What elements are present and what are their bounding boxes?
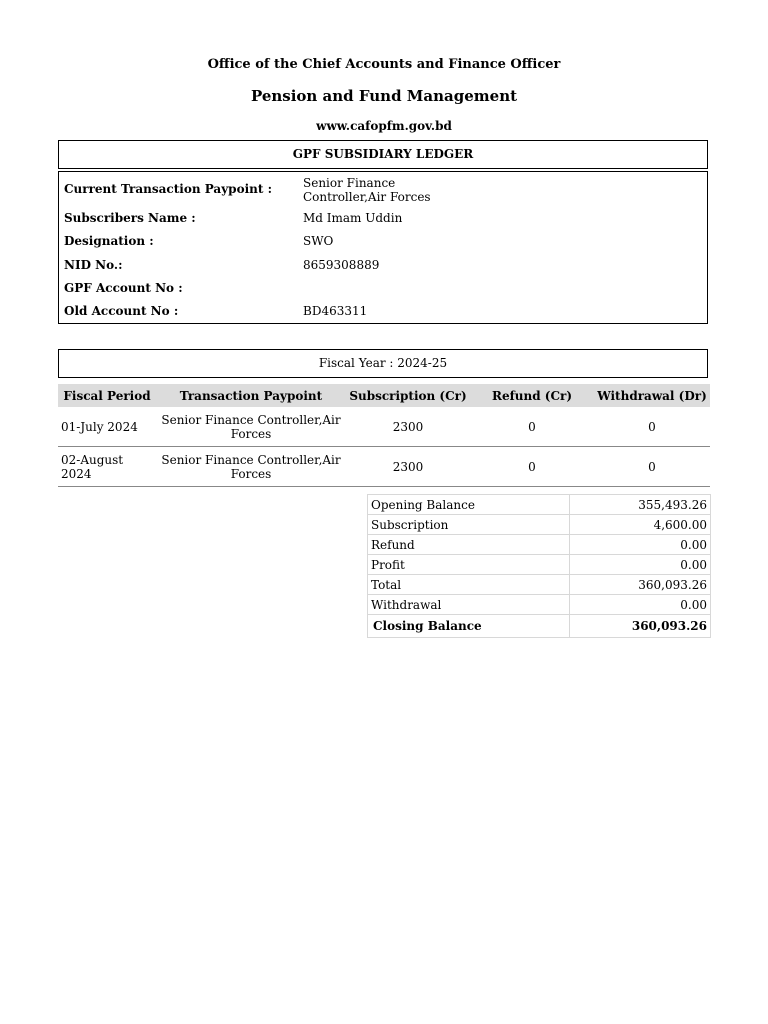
- cell-refund: 0: [470, 407, 594, 447]
- cell-fiscal-period: 02-August 2024: [58, 447, 156, 487]
- closing-balance-amount: 360,093.26: [570, 615, 711, 638]
- balance-label: Opening Balance: [368, 495, 570, 515]
- ledger-title: GPF SUBSIDIARY LEDGER: [58, 140, 708, 169]
- transactions-header-row: [58, 384, 710, 407]
- balance-amount: 4,600.00: [570, 515, 711, 535]
- transactions-table: [58, 384, 710, 487]
- designation-label: Designation :: [64, 234, 154, 248]
- balance-row-withdrawal: [368, 595, 711, 615]
- cell-transaction-paypoint: Senior Finance Controller,Air Forces: [156, 407, 346, 447]
- cell-transaction-paypoint: Senior Finance Controller,Air Forces: [156, 447, 346, 487]
- balance-label: Profit: [368, 555, 570, 575]
- balance-summary-table: [367, 494, 711, 638]
- nid-value: 8659308889: [303, 258, 380, 272]
- col-header-withdrawal: Withdrawal (Dr): [594, 384, 710, 407]
- cell-fiscal-period: 01-July 2024: [58, 407, 156, 447]
- balance-amount: 355,493.26: [570, 495, 711, 515]
- col-header-fiscal-period: Fiscal Period: [58, 384, 156, 407]
- page-title: Pension and Fund Management: [250, 87, 518, 105]
- cell-withdrawal: 0: [594, 407, 710, 447]
- website-url: www.cafopfm.gov.bd: [316, 119, 452, 133]
- col-header-refund: Refund (Cr): [470, 384, 594, 407]
- cell-refund: 0: [470, 447, 594, 487]
- table-row: [58, 407, 710, 447]
- col-header-transaction-paypoint: Transaction Paypoint: [156, 384, 346, 407]
- balance-amount: 0.00: [570, 595, 711, 615]
- cell-subscription: 2300: [346, 407, 470, 447]
- balance-row-closing: [368, 615, 711, 638]
- balance-label: Withdrawal: [368, 595, 570, 615]
- paypoint-value: Senior Finance Controller,Air Forces: [303, 176, 431, 204]
- balance-row-subscription: [368, 515, 711, 535]
- balance-row-total: [368, 575, 711, 595]
- old-account-value: BD463311: [303, 304, 368, 318]
- balance-row-profit: [368, 555, 711, 575]
- cell-subscription: 2300: [346, 447, 470, 487]
- subscriber-info-box: [58, 171, 708, 324]
- table-row: [58, 447, 710, 487]
- balance-label: Total: [368, 575, 570, 595]
- gpf-account-label: GPF Account No :: [64, 281, 183, 295]
- balance-amount: 0.00: [570, 555, 711, 575]
- old-account-label: Old Account No :: [64, 304, 179, 318]
- closing-balance-label: Closing Balance: [368, 615, 570, 638]
- balance-amount: 360,093.26: [570, 575, 711, 595]
- balance-amount: 0.00: [570, 535, 711, 555]
- balance-row-refund: [368, 535, 711, 555]
- fiscal-year-banner: Fiscal Year : 2024-25: [58, 349, 708, 378]
- paypoint-label: Current Transaction Paypoint :: [64, 182, 273, 196]
- office-heading: Office of the Chief Accounts and Finance Officer: [207, 57, 561, 72]
- name-label: Subscribers Name :: [64, 211, 196, 225]
- balance-label: Subscription: [368, 515, 570, 535]
- nid-label: NID No.:: [64, 258, 123, 272]
- balance-row-opening: [368, 495, 711, 515]
- cell-withdrawal: 0: [594, 447, 710, 487]
- col-header-subscription: Subscription (Cr): [346, 384, 470, 407]
- designation-value: SWO: [303, 234, 334, 248]
- balance-label: Refund: [368, 535, 570, 555]
- name-value: Md Imam Uddin: [303, 211, 403, 225]
